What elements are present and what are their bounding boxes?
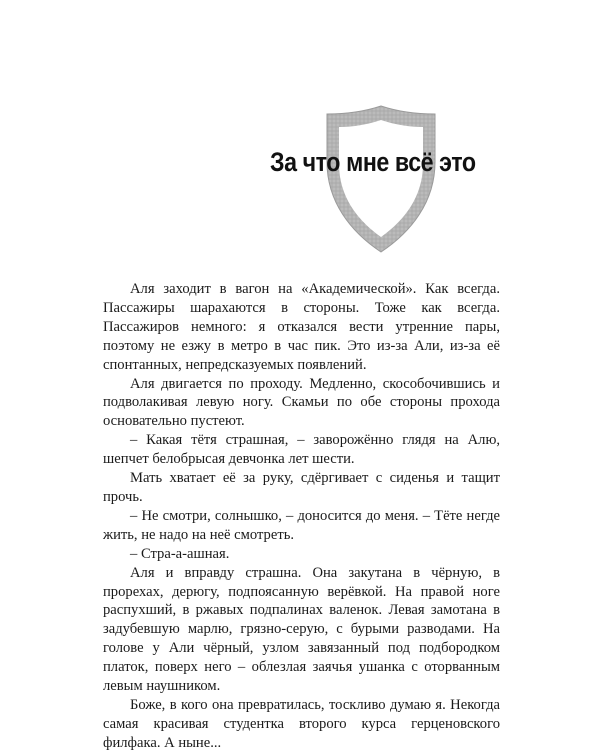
paragraph: Боже, в кого она превратилась, тоскливо думаю я. Некогда самая красивая студентка второго курса герценовского филфака. А ныне... [103, 696, 500, 751]
chapter-title: За что мне всё это [270, 147, 476, 177]
paragraph: – Какая тётя страшная, – заворожённо глядя на Алю, шепчет белобрысая девчонка лет шести. [103, 432, 500, 468]
shield-emblem-icon [325, 104, 437, 254]
paragraph: – Стра-а-ашная. [130, 545, 230, 562]
paragraph: Аля двигается по проходу. Медленно, скособочившись и подволакивая левую ногу. Скамьи по обе стороны прохода основательно пустеют. [103, 375, 500, 430]
paragraph: Аля заходит в вагон на «Академической». Как всегда. Пассажиры шарахаются в стороны. Тоже как всегда. Пассажиров немного: я отказался вести утренние пары, поэтому не езжу в метро в час пик. Это из-за Али, из-за её спонтанных, непредсказуемых появлений. [103, 281, 500, 373]
paragraph: Мать хватает её за руку, сдёргивает с сиденья и тащит прочь. [103, 470, 500, 505]
body-text [103, 280, 500, 753]
paragraph: Аля и вправду страшна. Она закутана в чёрную, в прорехах, дерюгу, подпоясанную верёвкой. На правой ноге распухший, в ржавых подпалинах валенок. Левая замотана в задубевшую марлю, грязно-серую, с бурыми разводами. На голове у Али чёрный, узлом завязанный под подбородком платок, поверх него – облезлая заячья ушанка с оторванным левым наушником. [103, 564, 500, 695]
paragraph: – Не смотри, солнышко, – доносится до меня. – Тёте негде жить, не надо на неё смотреть. [103, 507, 500, 543]
